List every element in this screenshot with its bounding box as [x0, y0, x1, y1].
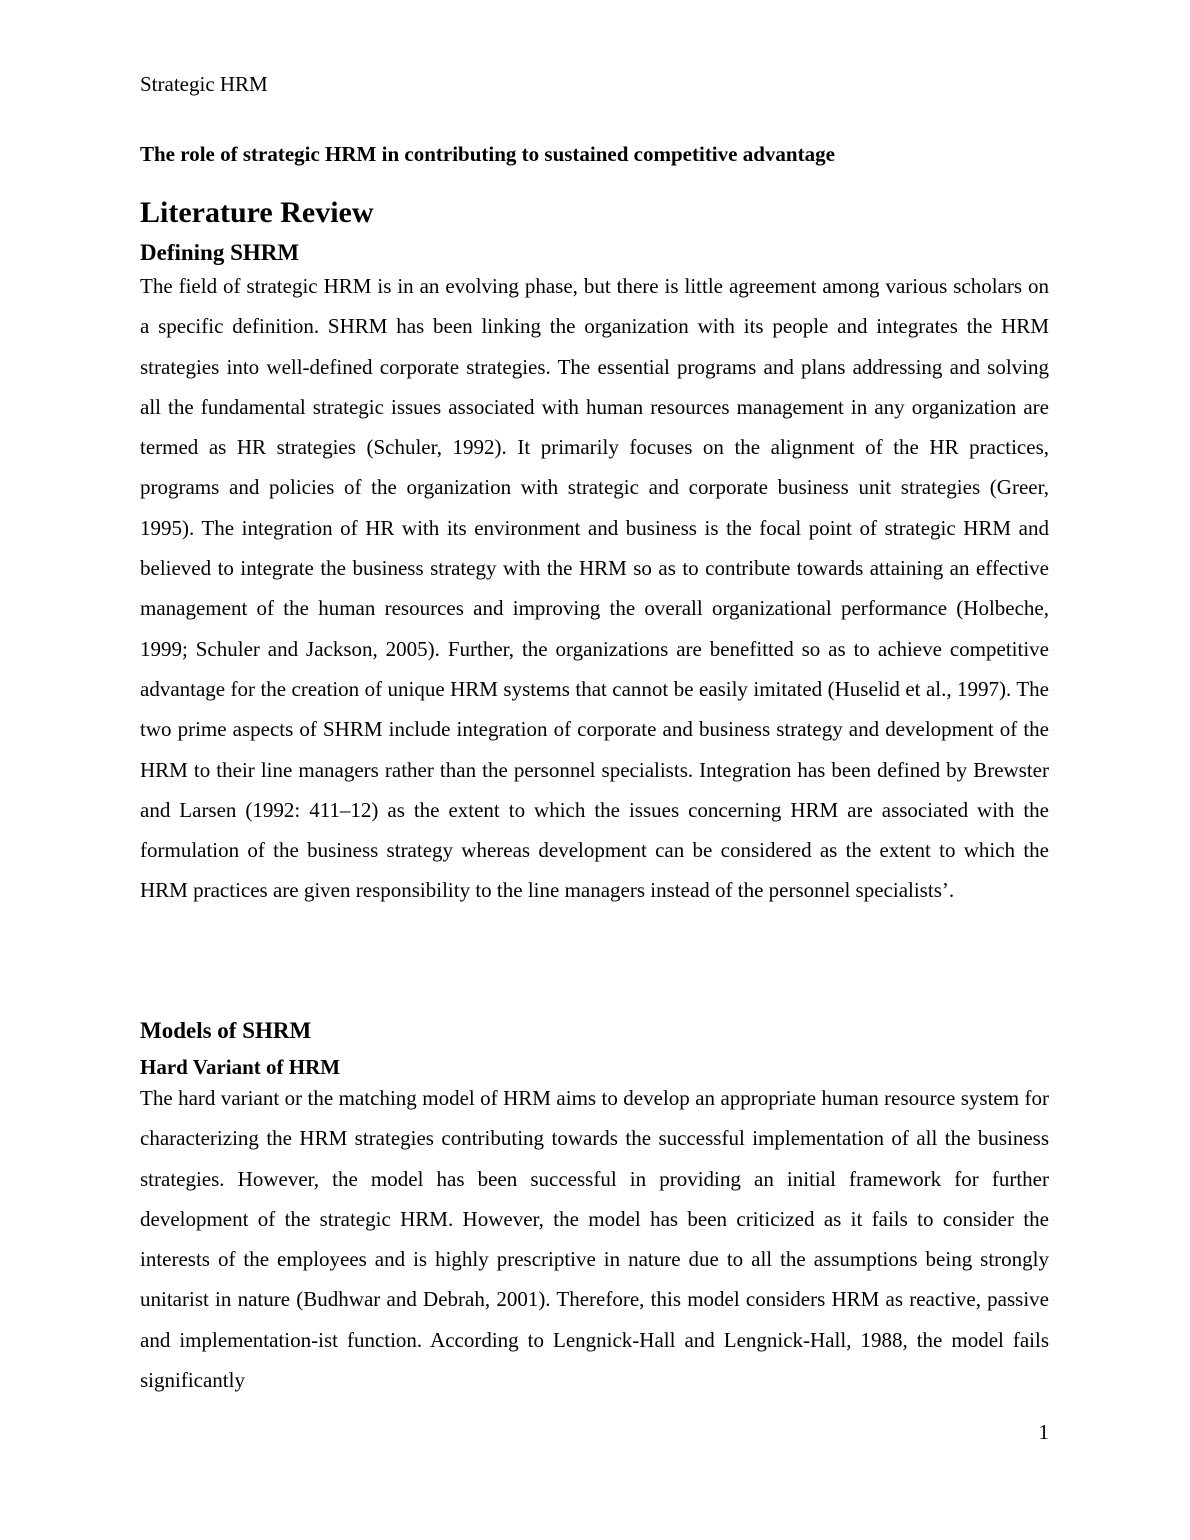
- paragraph-defining-shrm: The field of strategic HRM is in an evolving phase, but there is little agreement among various scholars on a specific definition. SHRM has been linking the organization with its people and integrates the HRM strategies into well-defined corporate strategies. The essential programs and plans addressing and solving all the fundamental strategic issues associated with human resources management in any organization are termed as HR strategies (Schuler, 1992). It primarily focuses on the alignment of the HR practices, programs and policies of the organization with strategic and corporate business unit strategies (Greer, 1995). The integration of HR with its environment and business is the focal point of strategic HRM and believed to integrate the business strategy with the HRM so as to contribute towards attaining an effective management of the human resources and improving the overall organizational performance (Holbeche, 1999; Schuler and Jackson, 2005). Further, the organizations are benefitted so as to achieve competitive advantage for the creation of unique HRM systems that cannot be easily imitated (Huselid et al., 1997). The two prime aspects of SHRM include integration of corporate and business strategy and development of the HRM to their line managers rather than the personnel specialists. Integration has been defined by Brewster and Larsen (1992: 411–12) as the extent to which the issues concerning HRM are associated with the formulation of the business strategy whereas development can be considered as the extent to which the HRM practices are given responsibility to the line managers instead of the personnel specialists’.: [140, 274, 1049, 903]
- running-header: Strategic HRM: [140, 72, 268, 96]
- section-heading-literature-review: Literature Review: [140, 196, 374, 229]
- subsection-heading-defining-shrm: Defining SHRM: [140, 240, 300, 265]
- page-number: 1: [1038, 1420, 1049, 1444]
- subsection-heading-hard-variant: Hard Variant of HRM: [140, 1055, 341, 1079]
- paragraph-hard-variant: The hard variant or the matching model of HRM aims to develop an appropriate human resource system for characterizing the HRM strategies contributing towards the successful implementation of all the business strategies. However, the model has been successful in providing an initial framework for further development of the strategic HRM. However, the model has been criticized as it fails to consider the interests of the employees and is highly prescriptive in nature due to all the assumptions being strongly unitarist in nature (Budhwar and Debrah, 2001). Therefore, this model considers HRM as reactive, passive and implementation-ist function. According to Lengnick-Hall and Lengnick-Hall, 1988, the model fails significantly: [140, 1086, 1049, 1393]
- subsection-heading-models-of-shrm: Models of SHRM: [140, 1018, 312, 1043]
- document-title: The role of strategic HRM in contributing to sustained competitive advantage: [140, 142, 835, 166]
